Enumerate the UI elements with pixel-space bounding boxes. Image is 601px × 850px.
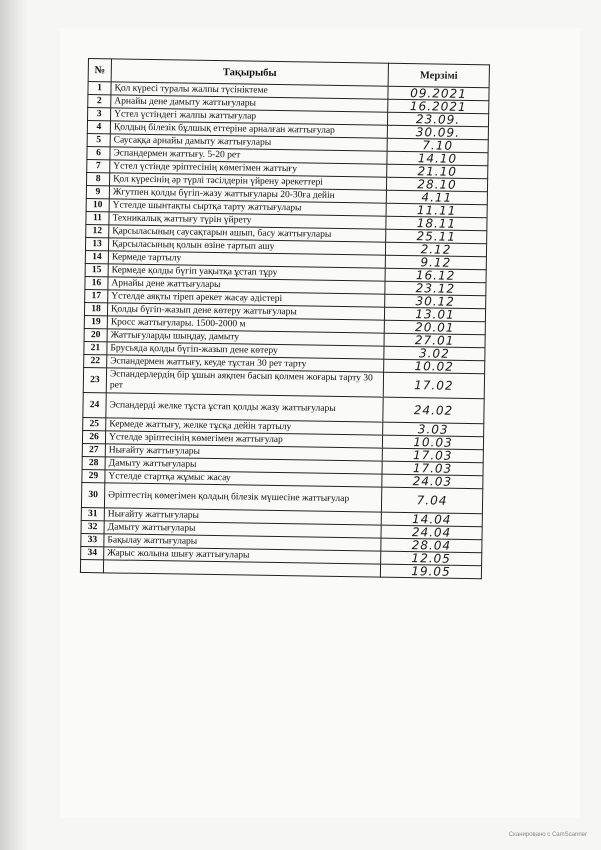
row-topic: Әріптестің көмегімен қолдың білезік мүшесіне жаттығулар bbox=[104, 483, 381, 512]
row-number: 28 bbox=[82, 456, 105, 469]
row-number: 22 bbox=[84, 354, 107, 367]
row-topic: Кермеде жаттығу, желке тұсқа дейін тартылу bbox=[106, 418, 383, 435]
schedule-table bbox=[80, 58, 490, 579]
row-date: 7.04 bbox=[381, 487, 482, 514]
row-date: 12.05 bbox=[381, 551, 482, 566]
row-date: 3.03 bbox=[383, 422, 484, 437]
row-date: 20.01 bbox=[384, 320, 485, 335]
row-date: 09.2021 bbox=[388, 86, 489, 101]
row-topic: Үстелде эріптесінің көмегімен жаттығулар bbox=[105, 431, 382, 448]
row-date: 16.2021 bbox=[388, 99, 489, 114]
row-topic: Қарсыласының қолын өзіне тартып ашу bbox=[108, 238, 385, 255]
row-number: 5 bbox=[87, 133, 110, 146]
row-number: 3 bbox=[88, 108, 111, 121]
row-date: 24.02 bbox=[383, 397, 484, 424]
row-topic: Дамыту жаттығулары bbox=[104, 521, 381, 538]
row-number: 14 bbox=[85, 250, 108, 263]
row-topic: Қолды бүгіп-жазып дене көтеру жаттығулары bbox=[107, 303, 384, 320]
row-date: 10.03 bbox=[382, 435, 483, 450]
table-body bbox=[80, 82, 489, 579]
row-number: 27 bbox=[82, 443, 105, 456]
row-number: 25 bbox=[83, 417, 106, 430]
row-number: 24 bbox=[83, 392, 106, 417]
row-number: 19 bbox=[84, 315, 107, 328]
row-date: 16.12 bbox=[385, 268, 486, 283]
row-topic: Қол күресінің әр түрлі тәсілдерін үйрену әрекеттері bbox=[109, 173, 386, 190]
row-date: 2.12 bbox=[385, 242, 486, 257]
row-topic: Қарсыласының саусақтарын ашып, басу жаттығулары bbox=[109, 225, 386, 242]
row-number: 33 bbox=[81, 533, 104, 546]
row-date: 7.10 bbox=[387, 138, 488, 153]
row-topic: Брусьяда қолды бүгіп-жазып дене көтеру bbox=[107, 342, 384, 359]
row-date: 24.03 bbox=[382, 474, 483, 489]
row-number: 21 bbox=[84, 341, 107, 354]
row-date: 30.12 bbox=[385, 294, 486, 309]
row-topic: Бақылау жаттығулары bbox=[104, 534, 381, 551]
row-topic: Жаттығуларды шыңдау, дамыту bbox=[107, 329, 384, 346]
header-topic: Тақырыбы bbox=[111, 59, 388, 86]
row-topic: Дамыту жаттығулары bbox=[105, 457, 382, 474]
row-topic: Нығайту жаттығулары bbox=[104, 508, 381, 525]
scanner-watermark: Сканировано с CamScanner bbox=[508, 832, 587, 838]
row-date: 17.03 bbox=[382, 461, 483, 476]
row-date: 23.09. bbox=[387, 112, 488, 127]
row-date: 28.04 bbox=[381, 538, 482, 553]
row-number: 7 bbox=[87, 159, 110, 172]
row-topic: Эспандермен жаттығу. 5-20 рет bbox=[110, 147, 387, 164]
row-date: 3.02 bbox=[384, 346, 485, 361]
row-number: 1 bbox=[88, 82, 111, 95]
row-topic: Қолдың білезік бұлшық еттеріне арналған жаттығулар bbox=[110, 121, 387, 138]
row-date: 30.09. bbox=[387, 125, 488, 140]
row-topic: Жгутпен қолды бүгіп-жазу жаттығулары 20-30ға дейін bbox=[109, 186, 386, 203]
row-number: 4 bbox=[87, 121, 110, 134]
row-number: 15 bbox=[85, 263, 108, 276]
row-date: 13.01 bbox=[384, 307, 485, 322]
row-topic: Техникалық жаттығу түрін үйрету bbox=[109, 212, 386, 229]
row-date: 17.02 bbox=[383, 372, 484, 399]
row-number: 6 bbox=[87, 146, 110, 159]
row-topic: Эспандерлердің бір ұшын аяқпен басып қолмен жоғары тарту 30 рет bbox=[106, 368, 383, 397]
row-date: 4.11 bbox=[386, 190, 487, 205]
row-number: 13 bbox=[85, 237, 108, 250]
row-number: 2 bbox=[88, 95, 111, 108]
row-number: 16 bbox=[85, 276, 108, 289]
row-date: 14.04 bbox=[381, 512, 482, 527]
row-topic: Үстел үстінде эріптесінің көмегімен жаттығу bbox=[110, 160, 387, 177]
row-number bbox=[80, 559, 103, 572]
row-number: 17 bbox=[85, 289, 108, 302]
row-date: 28.10 bbox=[386, 177, 487, 192]
row-number: 30 bbox=[81, 482, 104, 507]
row-number: 11 bbox=[86, 211, 109, 224]
row-number: 10 bbox=[86, 198, 109, 211]
row-topic: Нығайту жаттығулары bbox=[105, 444, 382, 461]
row-date: 21.10 bbox=[387, 164, 488, 179]
row-topic: Эспандерді желке тұста ұстап қолды жазу жаттығулары bbox=[106, 393, 383, 422]
row-number: 32 bbox=[81, 520, 104, 533]
row-topic: Арнайы дене жаттығулары bbox=[108, 277, 385, 294]
row-date: 25.11 bbox=[386, 229, 487, 244]
row-number: 8 bbox=[86, 172, 109, 185]
row-number: 29 bbox=[82, 469, 105, 482]
row-date: 11.11 bbox=[386, 203, 487, 218]
row-date: 19.05 bbox=[380, 564, 481, 579]
row-topic: Кермеде тартылу bbox=[108, 251, 385, 268]
row-number: 9 bbox=[86, 185, 109, 198]
row-topic: Арнайы дене дамыту жаттығулары bbox=[111, 95, 388, 112]
row-number: 18 bbox=[84, 302, 107, 315]
row-date: 18.11 bbox=[386, 216, 487, 231]
row-topic: Үстелде шынтақты сыртқа тарту жаттығулары bbox=[109, 199, 386, 216]
header-date: Мерзімі bbox=[388, 63, 489, 88]
row-date: 14.10 bbox=[387, 151, 488, 166]
row-topic: Кермеде қолды бүгіп уақытқа ұстап тұру bbox=[108, 264, 385, 281]
row-number: 34 bbox=[81, 546, 104, 559]
row-topic: Эспандермен жаттығу, кеуде тұстан 30 рет тарту bbox=[107, 355, 384, 372]
row-topic: Кросс жаттығулары. 1500-2000 м bbox=[107, 316, 384, 333]
header-num: № bbox=[88, 59, 111, 82]
row-topic: Жарыс жолына шығу жаттығулары bbox=[104, 547, 381, 564]
row-topic: Үстелде аяқты тіреп әрекет жасау әдістері bbox=[108, 290, 385, 307]
row-date: 10.02 bbox=[384, 359, 485, 374]
row-number: 26 bbox=[82, 430, 105, 443]
row-number: 23 bbox=[83, 367, 106, 392]
scan-shadow-edge bbox=[0, 0, 28, 850]
row-date: 17.03 bbox=[382, 448, 483, 463]
row-date: 27.01 bbox=[384, 333, 485, 348]
row-date: 23.12 bbox=[385, 281, 486, 296]
row-topic: Үстелде стартқа жұмыс жасау bbox=[105, 470, 382, 487]
row-number: 12 bbox=[86, 224, 109, 237]
row-number: 31 bbox=[81, 507, 104, 520]
row-topic: Саусаққа арнайы дамыту жаттығулары bbox=[110, 134, 387, 151]
row-date: 24.04 bbox=[381, 525, 482, 540]
row-number: 20 bbox=[84, 328, 107, 341]
row-topic: Қол күресі туралы жалпы түсініктеме bbox=[111, 82, 388, 99]
row-topic: Үстел үстіндегі жалпы жаттығулар bbox=[111, 108, 388, 125]
row-date: 9.12 bbox=[385, 255, 486, 270]
